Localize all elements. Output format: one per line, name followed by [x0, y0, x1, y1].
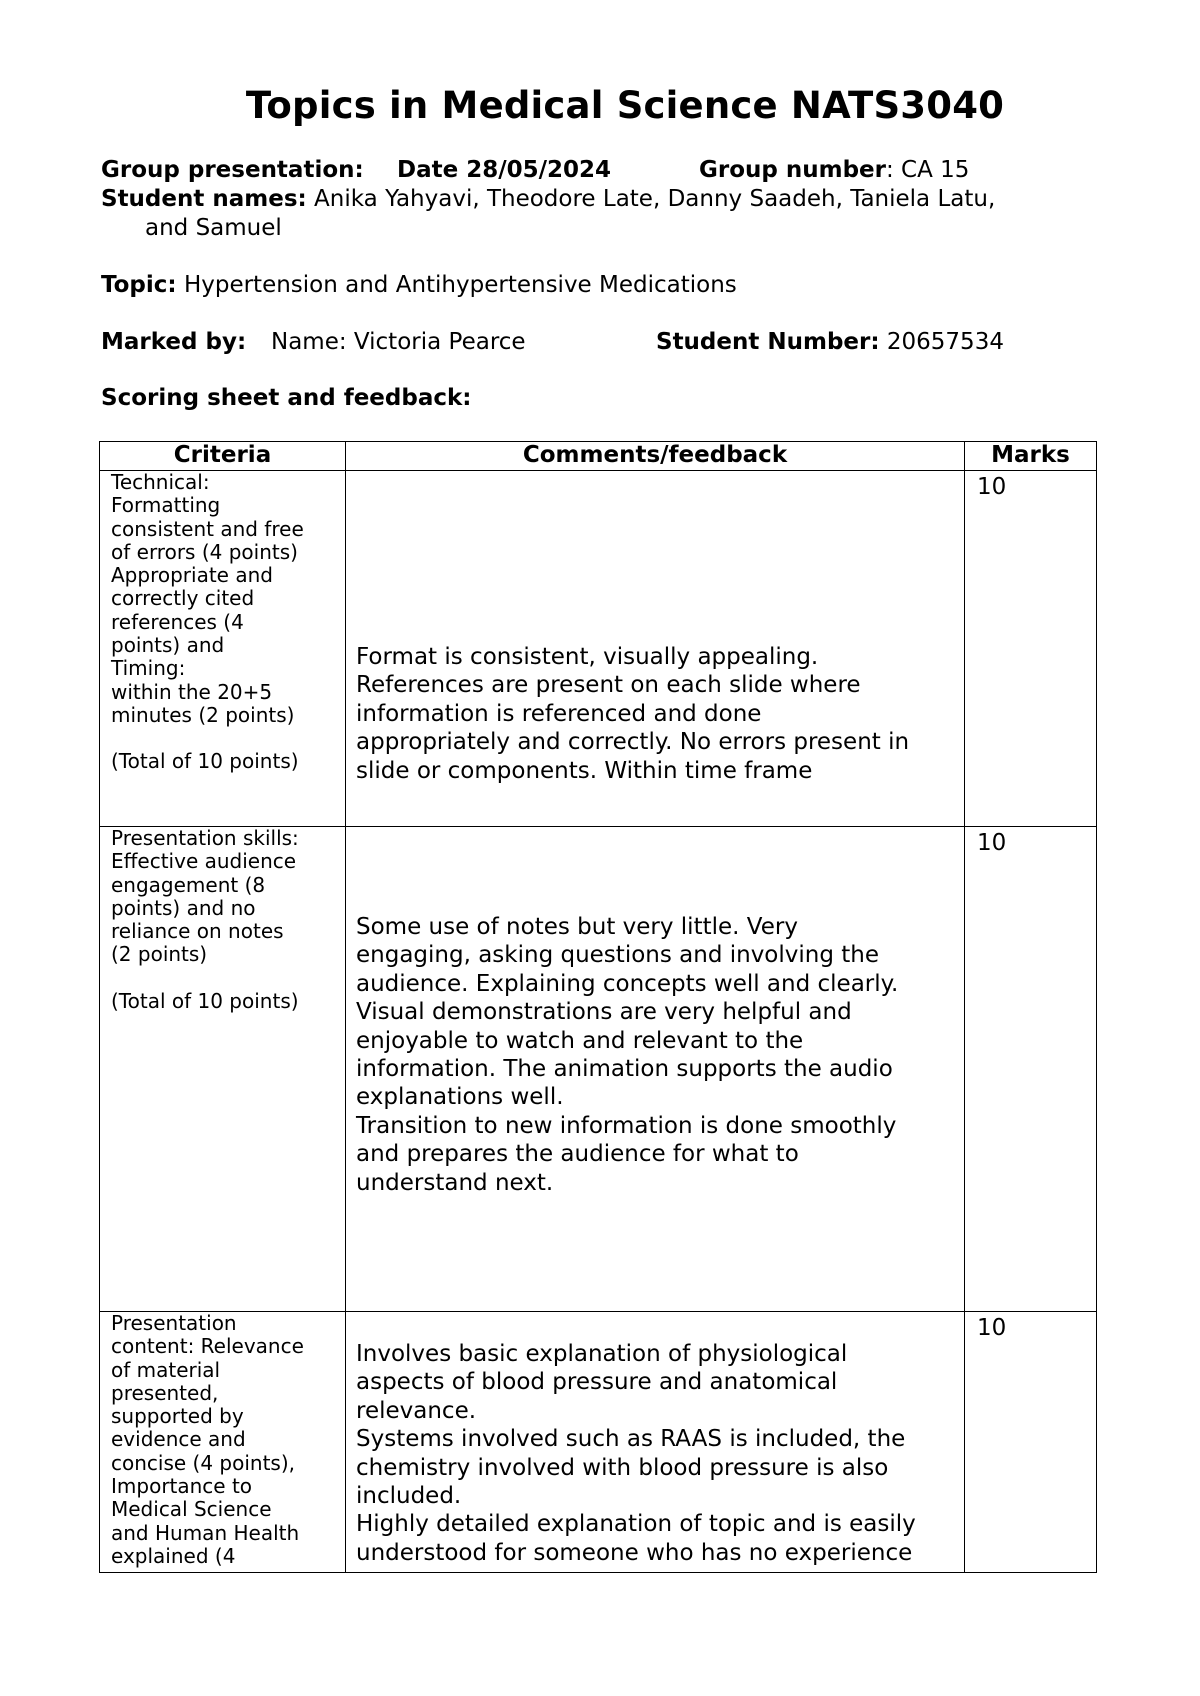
- comment-line: appropriately and correctly. No errors present in: [356, 729, 910, 756]
- criteria-line: concise (4 points),: [111, 1450, 296, 1475]
- criteria-cell: [100, 827, 346, 1312]
- comment-line: Transition to new information is done smoothly: [356, 1112, 897, 1139]
- criteria-line: (2 points): [111, 942, 208, 967]
- marked-by-label: Marked by:: [101, 329, 247, 355]
- criteria-header: Criteria: [100, 442, 346, 471]
- criteria-line: correctly cited: [111, 586, 255, 611]
- student-number-label: Student Number:: [656, 329, 880, 355]
- comments-cell: [346, 827, 965, 1312]
- criteria-line: explained (4: [111, 1543, 236, 1568]
- student-number: [656, 329, 1004, 355]
- criteria-line: evidence and: [111, 1427, 246, 1452]
- group-number: [699, 157, 969, 183]
- criteria-cell: [100, 1312, 346, 1573]
- criteria-line: of errors (4 points): [111, 539, 298, 564]
- criteria-line: points) and: [111, 633, 225, 658]
- comments-cell: [346, 1312, 965, 1573]
- criteria-line: Appropriate and: [111, 563, 273, 588]
- criteria-line: consistent and free: [111, 516, 304, 541]
- comment-line: relevance.: [356, 1397, 477, 1424]
- comments-header: Comments/feedback: [346, 442, 965, 471]
- comment-line: understand next.: [356, 1169, 554, 1196]
- table-row: [100, 471, 1097, 827]
- comment-line: chemistry involved with blood pressure is also: [356, 1454, 889, 1481]
- criteria-cell: [100, 471, 346, 827]
- comment-line: slide or components. Within time frame: [356, 757, 813, 784]
- criteria-line: presented,: [111, 1380, 219, 1405]
- criteria-line: Effective audience: [111, 849, 297, 874]
- table-row: [100, 827, 1097, 1312]
- criteria-line: Importance to: [111, 1474, 253, 1499]
- marks-cell: 10: [965, 1312, 1097, 1573]
- marks-header: Marks: [965, 442, 1097, 471]
- criteria-line: within the 20+5: [111, 679, 273, 704]
- group-number-value: : CA 15: [886, 157, 970, 183]
- comment-line: Some use of notes but very little. Very: [356, 914, 798, 940]
- comment-line: References are present on each slide where: [356, 672, 861, 699]
- comment-line: Highly detailed explanation of topic and is easily: [356, 1511, 916, 1538]
- table-row: [100, 1312, 1097, 1573]
- comment-line: and prepares the audience for what to: [356, 1141, 799, 1168]
- comment-line: enjoyable to watch and relevant to the: [356, 1027, 804, 1054]
- presentation-date: Date 28/05/2024: [397, 157, 612, 183]
- criteria-line: supported by: [111, 1404, 244, 1429]
- comment-line: Format is consistent, visually appealing.: [356, 644, 819, 670]
- student-names-value: Anika Yahyavi, Theodore Late, Danny Saadeh, Taniela Latu,: [314, 186, 996, 212]
- criteria-line: minutes (2 points): [111, 702, 295, 727]
- comment-line: Visual demonstrations are very helpful and: [356, 999, 852, 1026]
- comment-line: engaging, asking questions and involving the: [356, 942, 880, 969]
- criteria-line: Medical Science: [111, 1497, 272, 1522]
- marker-name: Name: Victoria Pearce: [271, 329, 526, 355]
- comment-line: aspects of blood pressure and anatomical: [356, 1369, 838, 1396]
- topic-value: Hypertension and Antihypertensive Medications: [183, 272, 737, 298]
- student-names-label: Student names:: [101, 186, 307, 212]
- student-names-continuation: and Samuel: [145, 215, 282, 241]
- criteria-line: reliance on notes: [111, 919, 284, 944]
- criteria-line: Technical:: [111, 470, 210, 494]
- scoring-table: [99, 441, 1097, 1573]
- criteria-line: Formatting: [111, 493, 221, 518]
- comment-line: information is referenced and done: [356, 700, 762, 727]
- comments-cell: [346, 471, 965, 827]
- student-names-line: [101, 186, 995, 212]
- marks-cell: 10: [965, 827, 1097, 1312]
- criteria-line: and Human Health: [111, 1520, 300, 1545]
- criteria-line: content: Relevance: [111, 1334, 304, 1359]
- criteria-total: (Total of 10 points): [111, 988, 299, 1013]
- criteria-line: Presentation skills:: [111, 826, 299, 850]
- comment-line: Involves basic explanation of physiological: [356, 1341, 848, 1367]
- group-presentation-label: Group presentation:: [101, 157, 364, 183]
- comment-line: understood for someone who has no experience: [356, 1539, 913, 1566]
- group-info-line: [101, 157, 364, 183]
- comment-line: explanations well.: [356, 1084, 564, 1111]
- criteria-line: Timing:: [111, 656, 186, 681]
- criteria-total: (Total of 10 points): [111, 749, 299, 774]
- criteria-line: Presentation: [111, 1311, 237, 1335]
- comment-line: Systems involved such as RAAS is included, the: [356, 1426, 906, 1453]
- document-title: Topics in Medical Science NATS3040: [245, 84, 1005, 127]
- scoring-heading: Scoring sheet and feedback:: [101, 385, 472, 411]
- comment-line: information. The animation supports the audio: [356, 1056, 893, 1083]
- comment-line: audience. Explaining concepts well and clearly.: [356, 970, 899, 997]
- criteria-line: references (4: [111, 609, 244, 634]
- marks-cell: 10: [965, 471, 1097, 827]
- student-number-value: 20657534: [886, 329, 1004, 355]
- topic-line: [101, 272, 737, 298]
- marked-by-line: [101, 329, 246, 355]
- table-header-row: [100, 442, 1097, 471]
- group-number-label: Group number: [699, 157, 886, 183]
- criteria-line: engagement (8: [111, 872, 266, 897]
- topic-label: Topic:: [101, 272, 177, 298]
- criteria-line: points) and no: [111, 895, 256, 920]
- criteria-line: of material: [111, 1357, 221, 1382]
- comment-line: included.: [356, 1483, 462, 1510]
